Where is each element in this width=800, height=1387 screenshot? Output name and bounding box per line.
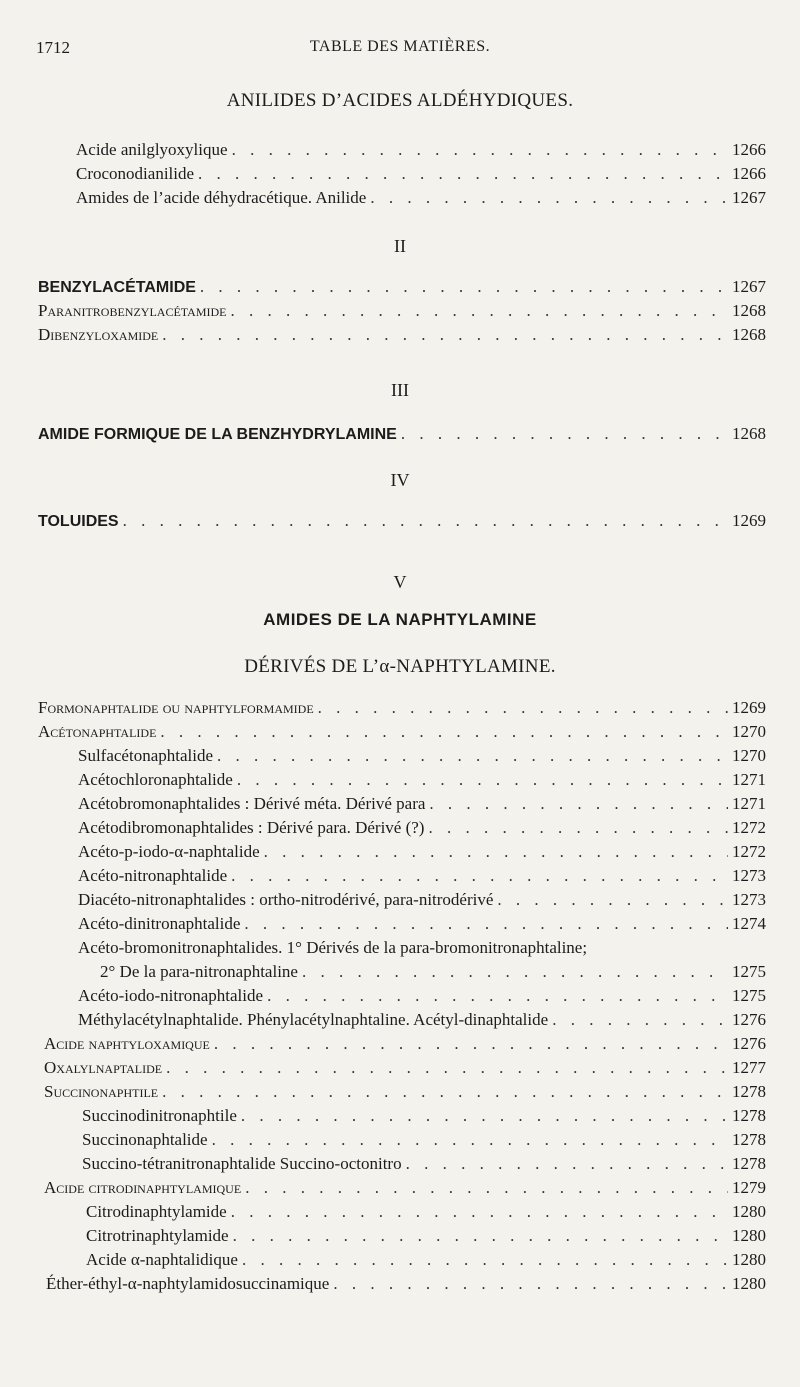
dot-leader: [230, 301, 728, 321]
entry-page: 1269: [732, 511, 766, 530]
entry-label: TOLUIDES: [38, 513, 119, 530]
dot-leader: [231, 866, 728, 886]
dot-leader: [233, 1226, 728, 1246]
toc-entry[interactable]: [38, 698, 766, 720]
dot-leader: [217, 746, 728, 766]
subsection-heading: DÉRIVÉS DE L’α-NAPHTYLAMINE.: [244, 656, 556, 677]
running-title: TABLE DES MATIÈRES.: [309, 38, 491, 55]
entry-page: 1280: [732, 1274, 766, 1293]
entry-label: Sulfacétonaphtalide: [78, 746, 214, 765]
entry-page: 1278: [732, 1154, 766, 1173]
entry-page: 1266: [732, 164, 766, 183]
toc-entry[interactable]: [100, 962, 766, 984]
entry-label: Citrotrinaphtylamide: [86, 1226, 229, 1245]
entry-page: 1276: [732, 1010, 766, 1029]
entry-label: Acétochloronaphtalide: [78, 770, 233, 789]
toc-entry[interactable]: [38, 277, 766, 299]
toc-entry[interactable]: [82, 1130, 766, 1152]
toc-entry[interactable]: [78, 818, 766, 840]
dot-leader: [428, 818, 728, 838]
dot-leader: [429, 794, 728, 814]
dot-leader: [237, 770, 728, 790]
entry-page: 1278: [732, 1082, 766, 1101]
entry-label: Acide naphtyloxamique: [44, 1034, 210, 1053]
entry-label: Acétobromonaphtalides : Dérivé méta. Dérivé para: [78, 794, 426, 813]
entry-label: Diacéto-nitronaphtalides : ortho-nitrodérivé, para-nitrodérivé: [78, 890, 494, 909]
entry-page: 1277: [732, 1058, 766, 1077]
entry-page: 1274: [732, 914, 766, 933]
toc-entry[interactable]: [78, 842, 766, 864]
toc-entry[interactable]: [44, 1082, 766, 1104]
entry-label: Succinonaphtile: [44, 1082, 159, 1101]
entry-label: Dibenzyloxamide: [38, 325, 159, 344]
entry-label: Paranitrobenzylacétamide: [38, 301, 227, 320]
entry-label: Amides de l’acide déhydracétique. Anilide: [76, 188, 367, 207]
dot-leader: [166, 1058, 728, 1078]
toc-entry-continued: Acéto-bromonitronaphtalides. 1° Dérivés de la para-bromonitronaphtaline;: [78, 938, 588, 957]
entry-page: 1280: [732, 1226, 766, 1245]
toc-entry[interactable]: [86, 1202, 766, 1224]
dot-leader: [406, 1154, 728, 1174]
entry-label: BENZYLACÉTAMIDE: [38, 279, 196, 296]
entry-label: 2° De la para-nitronaphtaline: [100, 962, 298, 981]
entry-label: Acétonaphtalide: [38, 722, 157, 741]
dot-leader: [245, 1178, 728, 1198]
toc-entry[interactable]: [78, 866, 766, 888]
entry-label: Acide anilglyoxylique: [76, 140, 228, 159]
entry-label: Acéto-iodo-nitronaphtalide: [78, 986, 264, 1005]
dot-leader: [162, 325, 728, 345]
toc-entry[interactable]: [38, 511, 766, 533]
toc-entry[interactable]: [78, 1010, 766, 1032]
dot-leader: [160, 722, 728, 742]
entry-page: 1267: [732, 277, 766, 296]
dot-leader: [231, 1202, 728, 1222]
section-number-3: III: [391, 380, 409, 400]
section-number-4: IV: [390, 470, 410, 490]
section-heading-anilides: ANILIDES D’ACIDES ALDÉHYDIQUES.: [226, 90, 574, 111]
dot-leader: [497, 890, 728, 910]
toc-entry[interactable]: [46, 1274, 766, 1296]
entry-label: Formonaphtalide ou naphtylformamide: [38, 698, 314, 717]
dot-leader: [401, 424, 728, 444]
entry-page: 1268: [732, 325, 766, 344]
entry-page: 1279: [732, 1178, 766, 1197]
dot-leader: [162, 1082, 728, 1102]
dot-leader: [241, 1106, 728, 1126]
section-number-2: II: [394, 236, 406, 256]
entry-label: Succinodinitronaphtile: [82, 1106, 237, 1125]
entry-page: 1272: [732, 818, 766, 837]
entry-page: 1269: [732, 698, 766, 717]
entry-page: 1278: [732, 1130, 766, 1149]
dot-leader: [264, 842, 728, 862]
toc-entry[interactable]: [76, 164, 766, 186]
dot-leader: [267, 986, 728, 1006]
toc-entry[interactable]: [76, 140, 766, 162]
dot-leader: [318, 698, 728, 718]
entry-label: Citrodinaphtylamide: [86, 1202, 227, 1221]
entry-page: 1278: [732, 1106, 766, 1125]
dot-leader: [232, 140, 728, 160]
dot-leader: [123, 511, 728, 531]
entry-label: Acétodibromonaphtalides : Dérivé para. Dérivé (?): [78, 818, 425, 837]
entry-page: 1271: [732, 770, 766, 789]
toc-entry[interactable]: [78, 770, 766, 792]
toc-entry[interactable]: [38, 301, 766, 323]
dot-leader: [370, 188, 728, 208]
entry-page: 1268: [732, 424, 766, 443]
entry-label: Acide α-naphtalidique: [86, 1250, 238, 1269]
entry-page: 1272: [732, 842, 766, 861]
toc-entry[interactable]: [44, 1034, 766, 1056]
entry-page: 1280: [732, 1250, 766, 1269]
entry-label: Méthylacétylnaphtalide. Phénylacétylnaphtaline. Acétyl-dinaphtalide: [78, 1010, 549, 1029]
toc-entry[interactable]: [86, 1226, 766, 1248]
toc-entry[interactable]: [78, 890, 766, 912]
entry-label: Succinonaphtalide: [82, 1130, 208, 1149]
toc-entry[interactable]: [38, 424, 766, 446]
section-number-5: V: [393, 572, 407, 592]
dot-leader: [552, 1010, 728, 1030]
entry-page: 1270: [732, 746, 766, 765]
entry-label: AMIDE FORMIQUE DE LA BENZHYDRYLAMINE: [38, 426, 397, 443]
toc-entry[interactable]: [78, 746, 766, 768]
toc-entry[interactable]: [78, 986, 766, 1008]
entry-page: 1270: [732, 722, 766, 741]
dot-leader: [198, 164, 728, 184]
entry-label: Éther-éthyl-α-naphtylamidosuccinamique: [46, 1274, 330, 1293]
entry-page: 1268: [732, 301, 766, 320]
dot-leader: [212, 1130, 728, 1150]
toc-entry[interactable]: [86, 1250, 766, 1272]
toc-entry[interactable]: [82, 1154, 766, 1176]
entry-page: 1275: [732, 986, 766, 1005]
toc-entry[interactable]: [82, 1106, 766, 1128]
entry-page: 1271: [732, 794, 766, 813]
toc-entry[interactable]: [78, 914, 766, 936]
entry-label: Acéto-nitronaphtalide: [78, 866, 228, 885]
toc-entry[interactable]: [38, 722, 766, 744]
entry-label: Acéto-p-iodo-α-naphtalide: [78, 842, 260, 861]
entry-page: 1266: [732, 140, 766, 159]
entry-page: 1273: [732, 866, 766, 885]
toc-entry[interactable]: [38, 325, 766, 347]
dot-leader: [302, 962, 728, 982]
entry-label: Acide citrodinaphtylamique: [44, 1178, 242, 1197]
dot-leader: [200, 277, 728, 297]
entry-label: Oxalylnaptalide: [44, 1058, 163, 1077]
entry-label: Succino-tétranitronaphtalide Succino-octonitro: [82, 1154, 402, 1173]
dot-leader: [242, 1250, 728, 1270]
entry-page: 1273: [732, 890, 766, 909]
dot-leader: [333, 1274, 728, 1294]
dot-leader: [214, 1034, 728, 1054]
entry-label: Croconodianilide: [76, 164, 195, 183]
toc-entry[interactable]: [76, 188, 766, 210]
toc-entry[interactable]: [44, 1058, 766, 1080]
page-number: 1712: [36, 38, 70, 57]
toc-entry[interactable]: [44, 1178, 766, 1200]
entry-page: 1267: [732, 188, 766, 207]
entry-page: 1275: [732, 962, 766, 981]
entry-page: 1276: [732, 1034, 766, 1053]
entry-label: Acéto-dinitronaphtalide: [78, 914, 241, 933]
toc-entry[interactable]: [78, 794, 766, 816]
section-heading-naphtylamine: AMIDES DE LA NAPHTYLAMINE: [263, 610, 537, 629]
dot-leader: [244, 914, 728, 934]
entry-page: 1280: [732, 1202, 766, 1221]
